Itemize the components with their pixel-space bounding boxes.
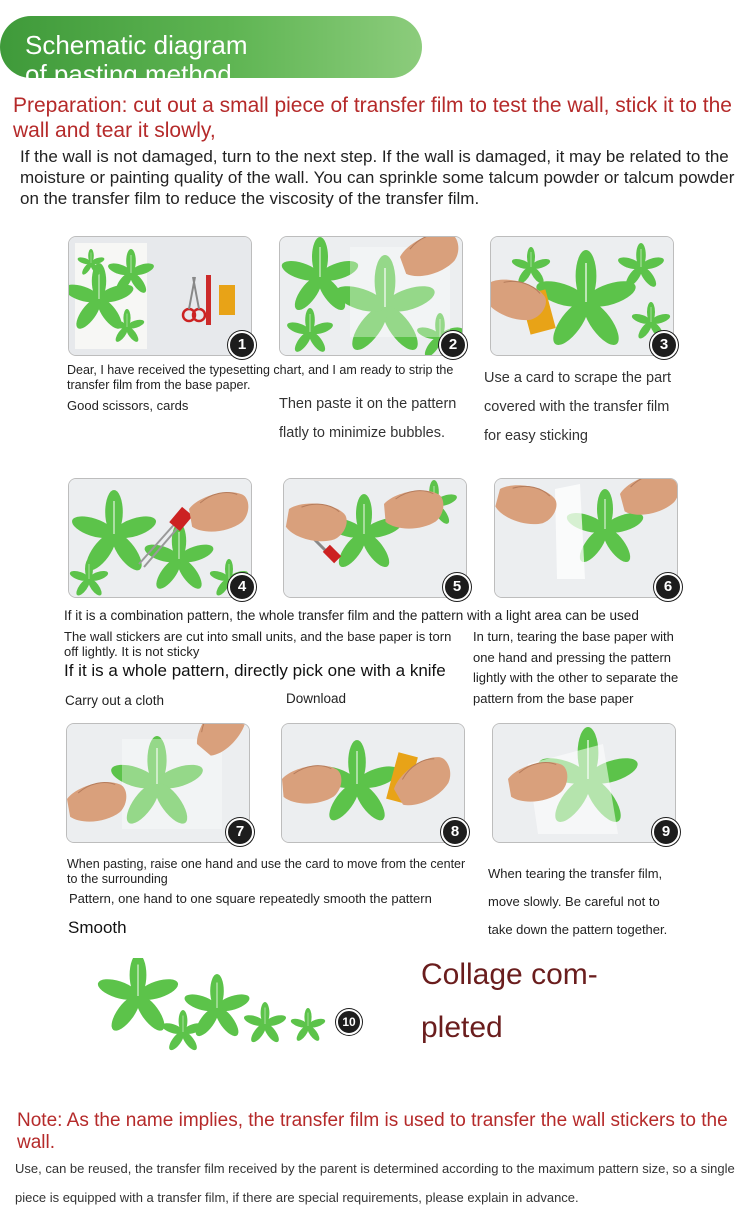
step-1-subcaption: Good scissors, cards	[67, 398, 189, 413]
step-1-photo	[68, 236, 252, 356]
step-8-badge: 8	[441, 818, 469, 846]
preparation-text: Preparation: cut out a small piece of transfer film to test the wall, stick it to the wall and tear it slowly,	[13, 94, 732, 142]
step-5-badge: 5	[443, 573, 471, 601]
step-2-photo	[279, 236, 463, 356]
step-9-badge: 9	[652, 818, 680, 846]
note-heading: Note: As the name implies, the transfer film is used to transfer the wall stickers to the wall.	[17, 1110, 728, 1153]
step-4-badge: 4	[228, 573, 256, 601]
step-7-photo	[66, 723, 250, 843]
step-5-photo	[283, 478, 467, 598]
step-8-photo	[281, 723, 465, 843]
intro-text: If the wall is not damaged, turn to the next step. If the wall is damaged, it may be related to the moisture or painting quality of the wall. You can sprinkle some talcum powder or talcum powder on the transfer film to reduce the viscosity of the transfer film.	[20, 147, 735, 208]
step-3-badge: 3	[650, 331, 678, 359]
whole-pattern-note: If it is a whole pattern, directly pick one with a knife	[64, 661, 446, 680]
step-7-subcaption2: Smooth	[68, 918, 127, 937]
title-banner	[0, 16, 422, 89]
step-7-badge: 7	[226, 818, 254, 846]
collage-completed-line1: Collage com-	[421, 958, 598, 991]
step-2-badge: 2	[439, 331, 467, 359]
note-body: Use, can be reused, the transfer film received by the parent is determined according to the maximum pattern size, so a single piece is equipped with a transfer film, if there are special requirements, please explain in advance.	[15, 1161, 735, 1205]
page-title-line2: of pasting method	[25, 59, 232, 89]
step-5-caption: Download	[286, 691, 347, 706]
step-3-caption: Use a card to scrape the part covered with the transfer film for easy sticking	[484, 370, 671, 444]
step-9-photo	[492, 723, 676, 843]
step-10-badge: 10	[336, 1009, 362, 1035]
combination-note: If it is a combination pattern, the whole transfer film and the pattern with a light area can be used	[64, 608, 639, 623]
collage-completed-line2: pleted	[421, 1011, 503, 1044]
page-title-line1: Schematic diagram	[25, 30, 248, 60]
step-6-photo	[494, 478, 678, 598]
collage-completed-text	[421, 948, 598, 1054]
step-4-photo	[68, 478, 252, 598]
step-6-badge: 6	[654, 573, 682, 601]
step-9-caption: When tearing the transfer film, move slowly. Be careful not to take down the pattern together.	[488, 866, 668, 937]
page-title	[25, 31, 248, 89]
step-7-caption: When pasting, raise one hand and use the card to move from the center to the surrounding	[67, 857, 466, 886]
step-3-photo	[490, 236, 674, 356]
step-2-caption: Then paste it on the pattern flatly to minimize bubbles.	[279, 396, 457, 441]
step-6-caption: In turn, tearing the base paper with one hand and pressing the pattern lightly with the other to separate the pattern from the base paper	[473, 629, 679, 706]
step-1-caption: Dear, I have received the typesetting chart, and I am ready to strip the transfer film from the base paper.	[67, 363, 454, 392]
step-1-badge: 1	[228, 331, 256, 359]
collage-illustration	[95, 958, 365, 1053]
step-7-subcaption: Pattern, one hand to one square repeatedly smooth the pattern	[69, 891, 432, 906]
step-4-caption: The wall stickers are cut into small units, and the base paper is torn off lightly. It is not sticky	[64, 629, 452, 659]
step-4-subcaption: Carry out a cloth	[65, 693, 165, 708]
